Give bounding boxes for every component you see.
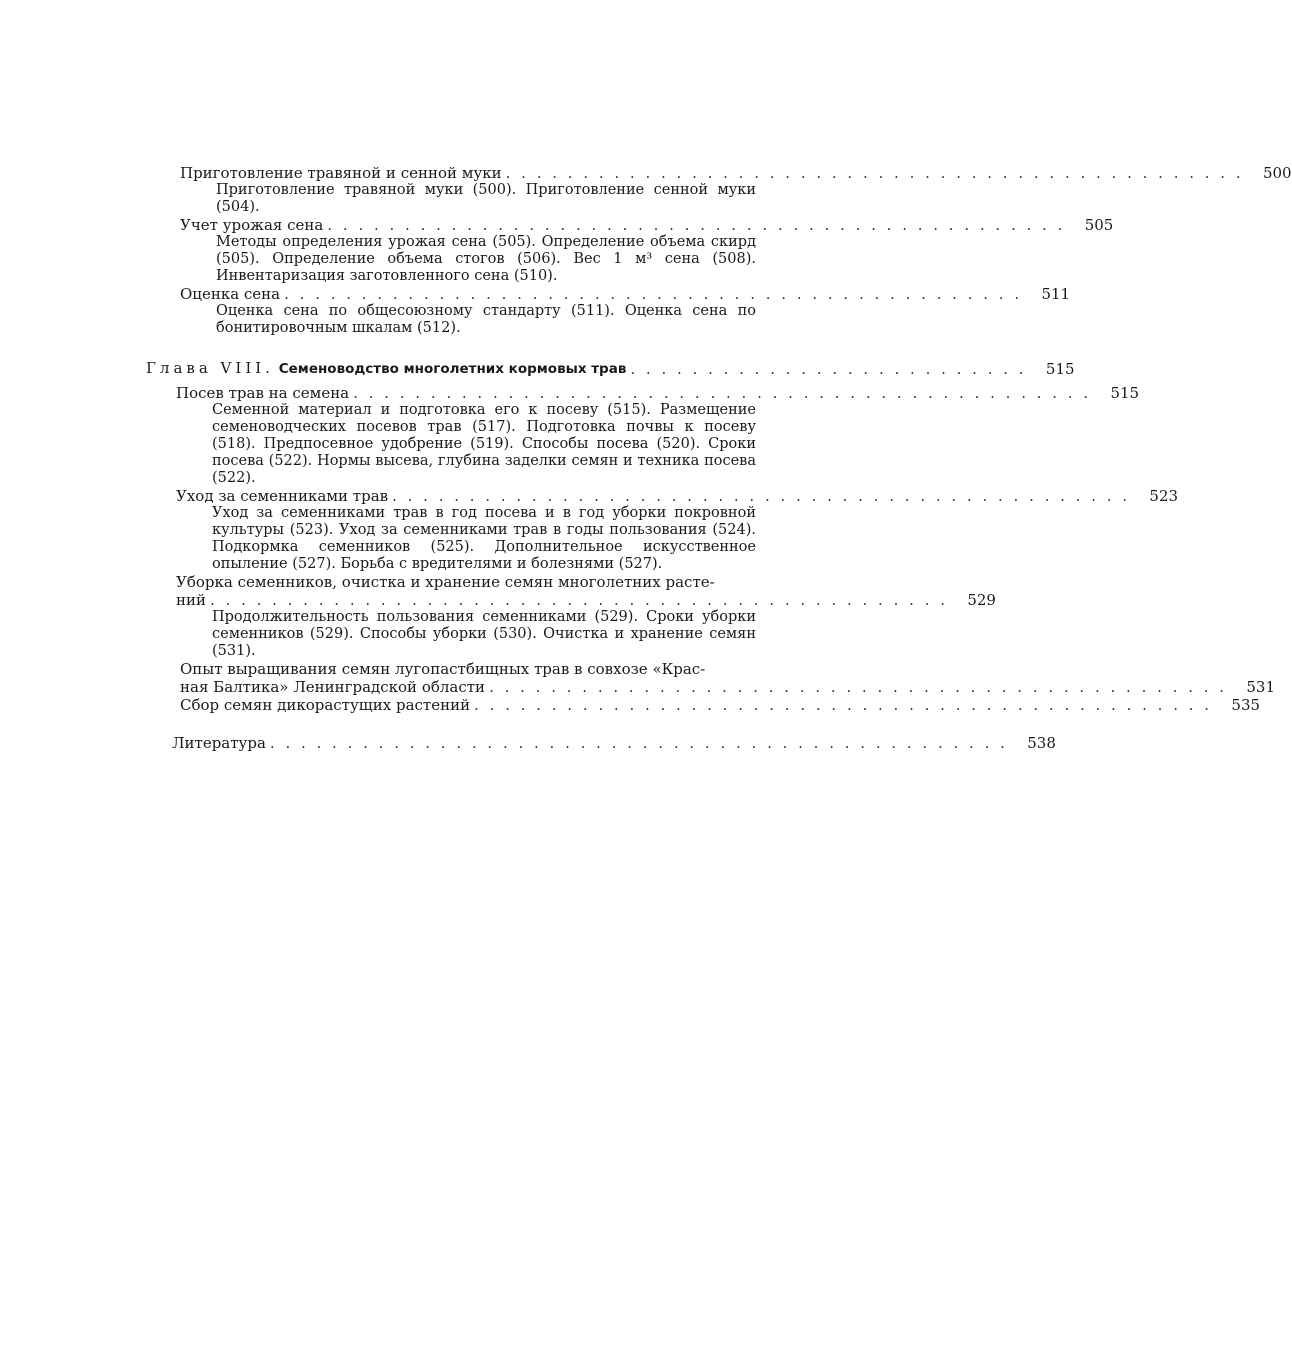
toc-page-number: 511 [1041, 285, 1071, 303]
toc-entry [180, 164, 1292, 182]
leader-dots: . . . . . . . . . . . . . . . . . . . . . . . . . . . . . . . . . . . . . . . . . . . . . . . . [269, 734, 1008, 752]
toc-section [176, 573, 996, 660]
chapter-number: Глава VIII. [146, 359, 274, 377]
leader-dots: . . . . . . . . . . . . . . . . . . . . . . . . . . . . . . . . . . . . . . . . . . . . . . . . [505, 164, 1244, 182]
toc-entry-title: Приготовление травяной и сенной муки [180, 164, 502, 182]
toc-entry-description: Семенной материал и подготовка его к посеву (515). Размещение семеноводческих посевов трав (517). Подготовка почвы к посеву (518). Предпосевное удобрение (519). Способы посева (520). Сроки посева (522). Нормы высева, глубина заделки семян и техника посева (522). [212, 402, 756, 486]
toc-section [176, 384, 1140, 487]
toc-section [176, 487, 1179, 573]
toc-entry-title-line: Уборка семенников, очистка и хранение семян многолетних расте- [176, 573, 715, 591]
toc-entry-title: Сбор семян дикорастущих растений [180, 696, 471, 714]
toc-entry [180, 216, 1114, 234]
leader-dots: . . . . . . . . . . . . . . . . . . . . . . . . . . . . . . . . . . . . . . . . . . . . . . . . [210, 591, 948, 609]
toc-page-number: 523 [1149, 487, 1179, 505]
toc-entry-description: Продолжительность пользования семенниками (529). Сроки уборки семенников (529). Способы уборки (530). Очистка и хранение семян (531). [212, 609, 756, 659]
toc-section [180, 164, 1292, 216]
toc-entry [180, 696, 1261, 714]
leader-dots: . . . . . . . . . . . . . . . . . . . . . . . . . . . . . . . . . . . . . . . . . . . . . . . . [489, 678, 1228, 696]
toc-entry-title: ний [176, 591, 206, 609]
chapter-heading [146, 359, 1075, 378]
toc-entry [176, 384, 1140, 402]
toc-page-number: 538 [1027, 734, 1056, 752]
toc-section [180, 660, 1276, 696]
chapter-title: Семеноводство многолетних кормовых трав [278, 361, 627, 377]
toc-section [180, 696, 1261, 714]
toc-entry-title: Литература [172, 734, 266, 752]
leader-dots: . . . . . . . . . . . . . . . . . . . . . . . . . . [630, 360, 1027, 378]
toc-entry [172, 734, 1056, 752]
leader-dots: . . . . . . . . . . . . . . . . . . . . . . . . . . . . . . . . . . . . . . . . . . . . . . . . [392, 487, 1131, 505]
toc-page-number: 535 [1231, 696, 1261, 714]
toc-entry-title: Посев трав на семена [176, 384, 350, 402]
toc-page-number: 529 [967, 591, 996, 609]
leader-dots: . . . . . . . . . . . . . . . . . . . . . . . . . . . . . . . . . . . . . . . . . . . . . . . . [327, 216, 1066, 234]
toc-page-number: 515 [1045, 360, 1075, 378]
toc-section [172, 734, 1056, 752]
toc-section [180, 285, 1071, 337]
toc-entry-title: ная Балтика» Ленинградской области [180, 678, 486, 696]
toc-entry-description: Уход за семенниками трав в год посева и в год уборки покровной культуры (523). Уход за семенниками трав в годы пользования (524). Подкормка семенников (525). Дополнительное искусственное опыление (527). Борьба с вредителями и болезнями (527). [212, 505, 756, 572]
leader-dots: . . . . . . . . . . . . . . . . . . . . . . . . . . . . . . . . . . . . . . . . . . . . . . . . [284, 285, 1023, 303]
table-of-contents [146, 164, 1292, 752]
toc-page-number: 531 [1246, 678, 1276, 696]
toc-page-number: 500 [1262, 164, 1292, 182]
toc-entry [180, 285, 1071, 303]
toc-page-number: 515 [1110, 384, 1140, 402]
leader-dots: . . . . . . . . . . . . . . . . . . . . . . . . . . . . . . . . . . . . . . . . . . . . . . . . [353, 384, 1092, 402]
toc-entry-description: Приготовление травяной муки (500). Приготовление сенной муки (504). [216, 182, 756, 215]
toc-entry-title-line: Опыт выращивания семян лугопастбищных трав в совхозе «Крас- [180, 660, 706, 678]
toc-entry [180, 678, 1276, 696]
toc-entry-description: Методы определения урожая сена (505). Определение объема скирд (505). Определение объема стогов (506). Вес 1 м³ сена (508). Инвентаризация заготовленного сена (510). [216, 234, 756, 284]
toc-entry-description: Оценка сена по общесоюзному стандарту (511). Оценка сена по бонитировочным шкалам (512). [216, 303, 756, 336]
toc-section [180, 216, 1114, 285]
toc-entry [176, 591, 996, 609]
toc-entry-title: Учет урожая сена [180, 216, 324, 234]
toc-entry-title: Уход за семенниками трав [176, 487, 389, 505]
toc-page-number: 505 [1084, 216, 1114, 234]
toc-entry [176, 487, 1179, 505]
toc-entry-title: Оценка сена [180, 285, 281, 303]
leader-dots: . . . . . . . . . . . . . . . . . . . . . . . . . . . . . . . . . . . . . . . . . . . . . . . . [474, 696, 1213, 714]
